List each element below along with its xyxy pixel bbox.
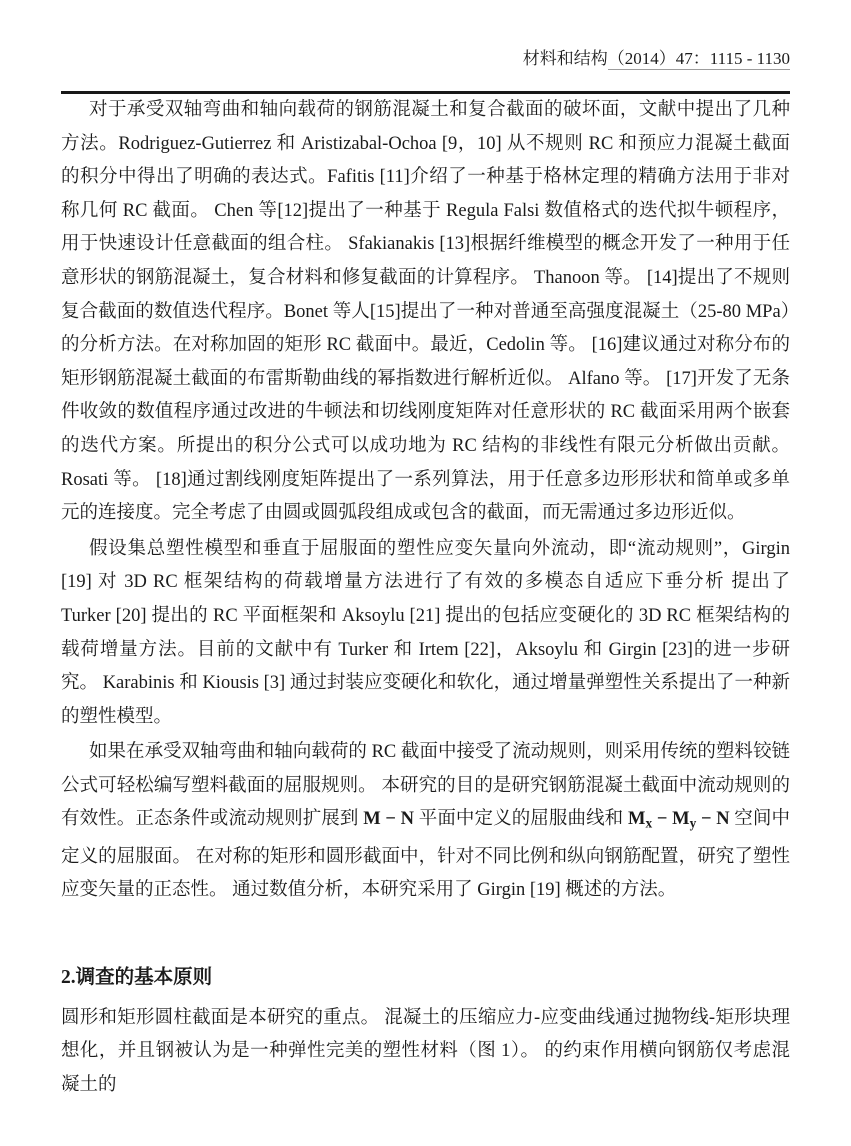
article-body (61, 94, 790, 1102)
journal-issue-ref: （2014）47：1115 - 1130 (607, 49, 790, 68)
paragraph-text-segment: 空间中定义的屈服面。 在对称的矩形和圆形截面中，针对不同比例和纵向钢筋配置，研究了塑性应变矢量的正态性。 通过数值分析，本研究采用了 Girgin [19] 概述的方法。 (61, 809, 790, 901)
paragraph-text-segment: 平面中定义的屈服曲线和 (414, 809, 628, 830)
journal-name: 材料和结构 (522, 49, 608, 68)
math-operator-minus-n: − N (696, 809, 730, 830)
section-heading-basic-principles: 2.调查的基本原则 (61, 966, 213, 988)
math-expression-mn: M − N (363, 809, 415, 830)
paragraph-flow-rule (61, 736, 790, 908)
paragraph-section2-intro: 圆形和矩形圆柱截面是本研究的重点。 混凝土的压缩应力-应变曲线通过抛物线-矩形块理想化，并且钢被认为是一种弹性完美的塑性材料（图 1）。 的约束作用横向钢筋仅考虑混凝土的 (61, 1007, 790, 1095)
paragraph-plasticity-models: 假设集总塑性模型和垂直于屈服面的塑性应变矢量向外流动，即“流动规则”，Girgin [19] 对 3D RC 框架结构的荷载增量方法进行了有效的多模态自适应下垂分析 提出了 Turker [20] 提出的 RC 平面框架和 Aksoylu [21] 提出的包括应变硬化的 3D RC 框架结构的载荷增量方法。目前的文献中有 Turker 和 Irtem [22]，Aksoylu 和 Girgin [23]的进一步研究。 Karabinis 和 Kiousis [3] 通过封装应变硬化和软化，通过增量弹塑性关系提出了一种新的塑性模型。 (61, 538, 790, 727)
paragraph-text-segment: 如果在承受双轴弯曲和轴向载荷的 RC 截面中接受了流动规则，则采用传统的塑料铰链公式可轻松编写塑料截面的屈服规则。 本研究的目的是研究钢筋混凝土截面中流动规则的有效性。正态条件或流动规则扩展到 (61, 742, 790, 830)
math-symbol-m: M (628, 809, 646, 830)
math-operator-minus-m: − M (652, 809, 690, 830)
paragraph-intro-methods: 对于承受双轴弯曲和轴向载荷的钢筋混凝土和复合截面的破坏面，文献中提出了几种方法。Rodriguez-Gutierrez 和 Aristizabal-Ochoa [9，10] 从不规则 RC 和预应力混凝土截面的积分中得出了明确的表达式。Fafitis [11]介绍了一种基于格林定理的精确方法用于非对称几何 RC 截面。 Chen 等[12]提出了一种基于 Regula Falsi 数值格式的迭代拟牛顿程序，用于快速设计任意截面的组合柱。 Sfakianakis [13]根据纤维模型的概念开发了一种用于任意形状的钢筋混凝土，复合材料和修复截面的计算程序。 Thanoon 等。 [14]提出了不规则复合截面的数值迭代程序。Bonet 等人[15]提出了一种对普通至高强度混凝土（25-80 MPa）的分析方法。在对称加固的矩形 RC 截面中。最近，Cedolin 等。 [16]建议通过对称分布的矩形钢筋混凝土截面的布雷斯勒曲线的幂指数进行解析近似。 Alfano 等。 [17]开发了无条件收敛的数值程序通过改进的牛顿法和切线刚度矩阵对任意形状的 RC 截面采用两个嵌套的迭代方案。所提出的积分公式可以成功地为 RC 结构的非线性有限元分析做出贡献。 Rosati 等。 [18]通过割线刚度矩阵提出了一系列算法，用于任意多边形形状和简单或多单元的连接度。完全考虑了由圆或圆弧段组成或包含的截面，而无需通过多边形近似。 (61, 100, 790, 524)
journal-header (61, 49, 790, 69)
math-subscript-x: x (645, 816, 653, 832)
math-subscript-y: y (689, 816, 697, 832)
